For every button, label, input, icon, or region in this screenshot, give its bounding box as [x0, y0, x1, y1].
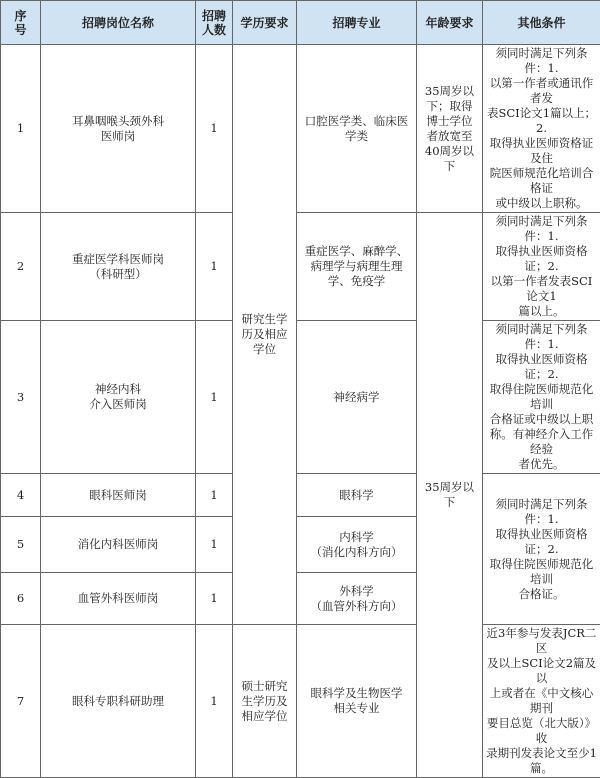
row-seq: 7: [1, 625, 41, 778]
table-row: [1, 213, 600, 321]
shared-education: 研究生学 历及相应 学位: [233, 45, 297, 625]
header-count: 招聘 人数: [196, 1, 233, 45]
header-seq: 序 号: [1, 1, 41, 45]
row-seq: 5: [1, 517, 41, 573]
row-seq: 1: [1, 45, 41, 213]
row-count: 1: [196, 321, 233, 474]
table-row: [1, 321, 600, 474]
table-row: [1, 625, 600, 778]
row-age: 35周岁以 下；取得 博士学位 者放宽至 40周岁以 下: [417, 45, 483, 213]
row-position: 眼科专职科研助理: [41, 625, 196, 778]
header-education: 学历要求: [233, 1, 297, 45]
row-other: 须同时满足下列条件：1. 取得执业医师资格证；2. 取得住院医师规范化培训 合格证或中级以上职称。有神经介入工作经验 者优先。: [483, 321, 600, 474]
row-position: 神经内科 介入医师岗: [41, 321, 196, 474]
row-position: 重症医学科医师岗 （科研型）: [41, 213, 196, 321]
row-count: 1: [196, 474, 233, 517]
row-count: 1: [196, 45, 233, 213]
row-position: 血管外科医师岗: [41, 573, 196, 625]
row-major: 神经病学: [297, 321, 417, 474]
row-seq: 4: [1, 474, 41, 517]
row-position: 眼科医师岗: [41, 474, 196, 517]
header-age: 年龄要求: [417, 1, 483, 45]
row-position: 消化内科医师岗: [41, 517, 196, 573]
row-other: 须同时满足下列条件：1. 以第一作者或通讯作者发 表SCI论文1篇以上；2. 取得执业医师资格证及住 院医师规范化培训合格证 或中级以上职称。: [483, 45, 600, 213]
row-other: 须同时满足下列条件：1. 取得执业医师资格证；2. 以第一作者发表SCI论文1 篇以上。: [483, 213, 600, 321]
table-row: [1, 45, 600, 213]
shared-other: 须同时满足下列条件：1. 取得执业医师资格证；2. 取得住院医师规范化培训 合格证。: [483, 474, 600, 625]
row-major: 眼科学及生物医学 相关专业: [297, 625, 417, 778]
header-other: 其他条件: [483, 1, 600, 45]
header-position: 招聘岗位名称: [41, 1, 196, 45]
row-position: 耳鼻咽喉头颈外科 医师岗: [41, 45, 196, 213]
header-major: 招聘专业: [297, 1, 417, 45]
row-seq: 2: [1, 213, 41, 321]
table-header-row: [1, 1, 600, 45]
row-major: 外科学 （血管外科方向）: [297, 573, 417, 625]
table-row: [1, 474, 600, 517]
row-count: 1: [196, 625, 233, 778]
shared-age: 35周岁以 下: [417, 213, 483, 778]
row-major: 口腔医学类、临床医 学类: [297, 45, 417, 213]
row-major: 眼科学: [297, 474, 417, 517]
row-count: 1: [196, 213, 233, 321]
row-seq: 6: [1, 573, 41, 625]
row-count: 1: [196, 517, 233, 573]
row-seq: 3: [1, 321, 41, 474]
row-major: 重症医学、麻醉学、 病理学与病理生理 学、免疫学: [297, 213, 417, 321]
row-education: 硕士研究 生学历及 相应学位: [233, 625, 297, 778]
row-other: 近3年参与发表JCR二区 及以上SCI论文2篇及以 上或者在《中文核心期刊 要目总览（北大版）》收 录期刊发表论文至少1篇。: [483, 625, 600, 778]
row-count: 1: [196, 573, 233, 625]
row-major: 内科学 （消化内科方向）: [297, 517, 417, 573]
